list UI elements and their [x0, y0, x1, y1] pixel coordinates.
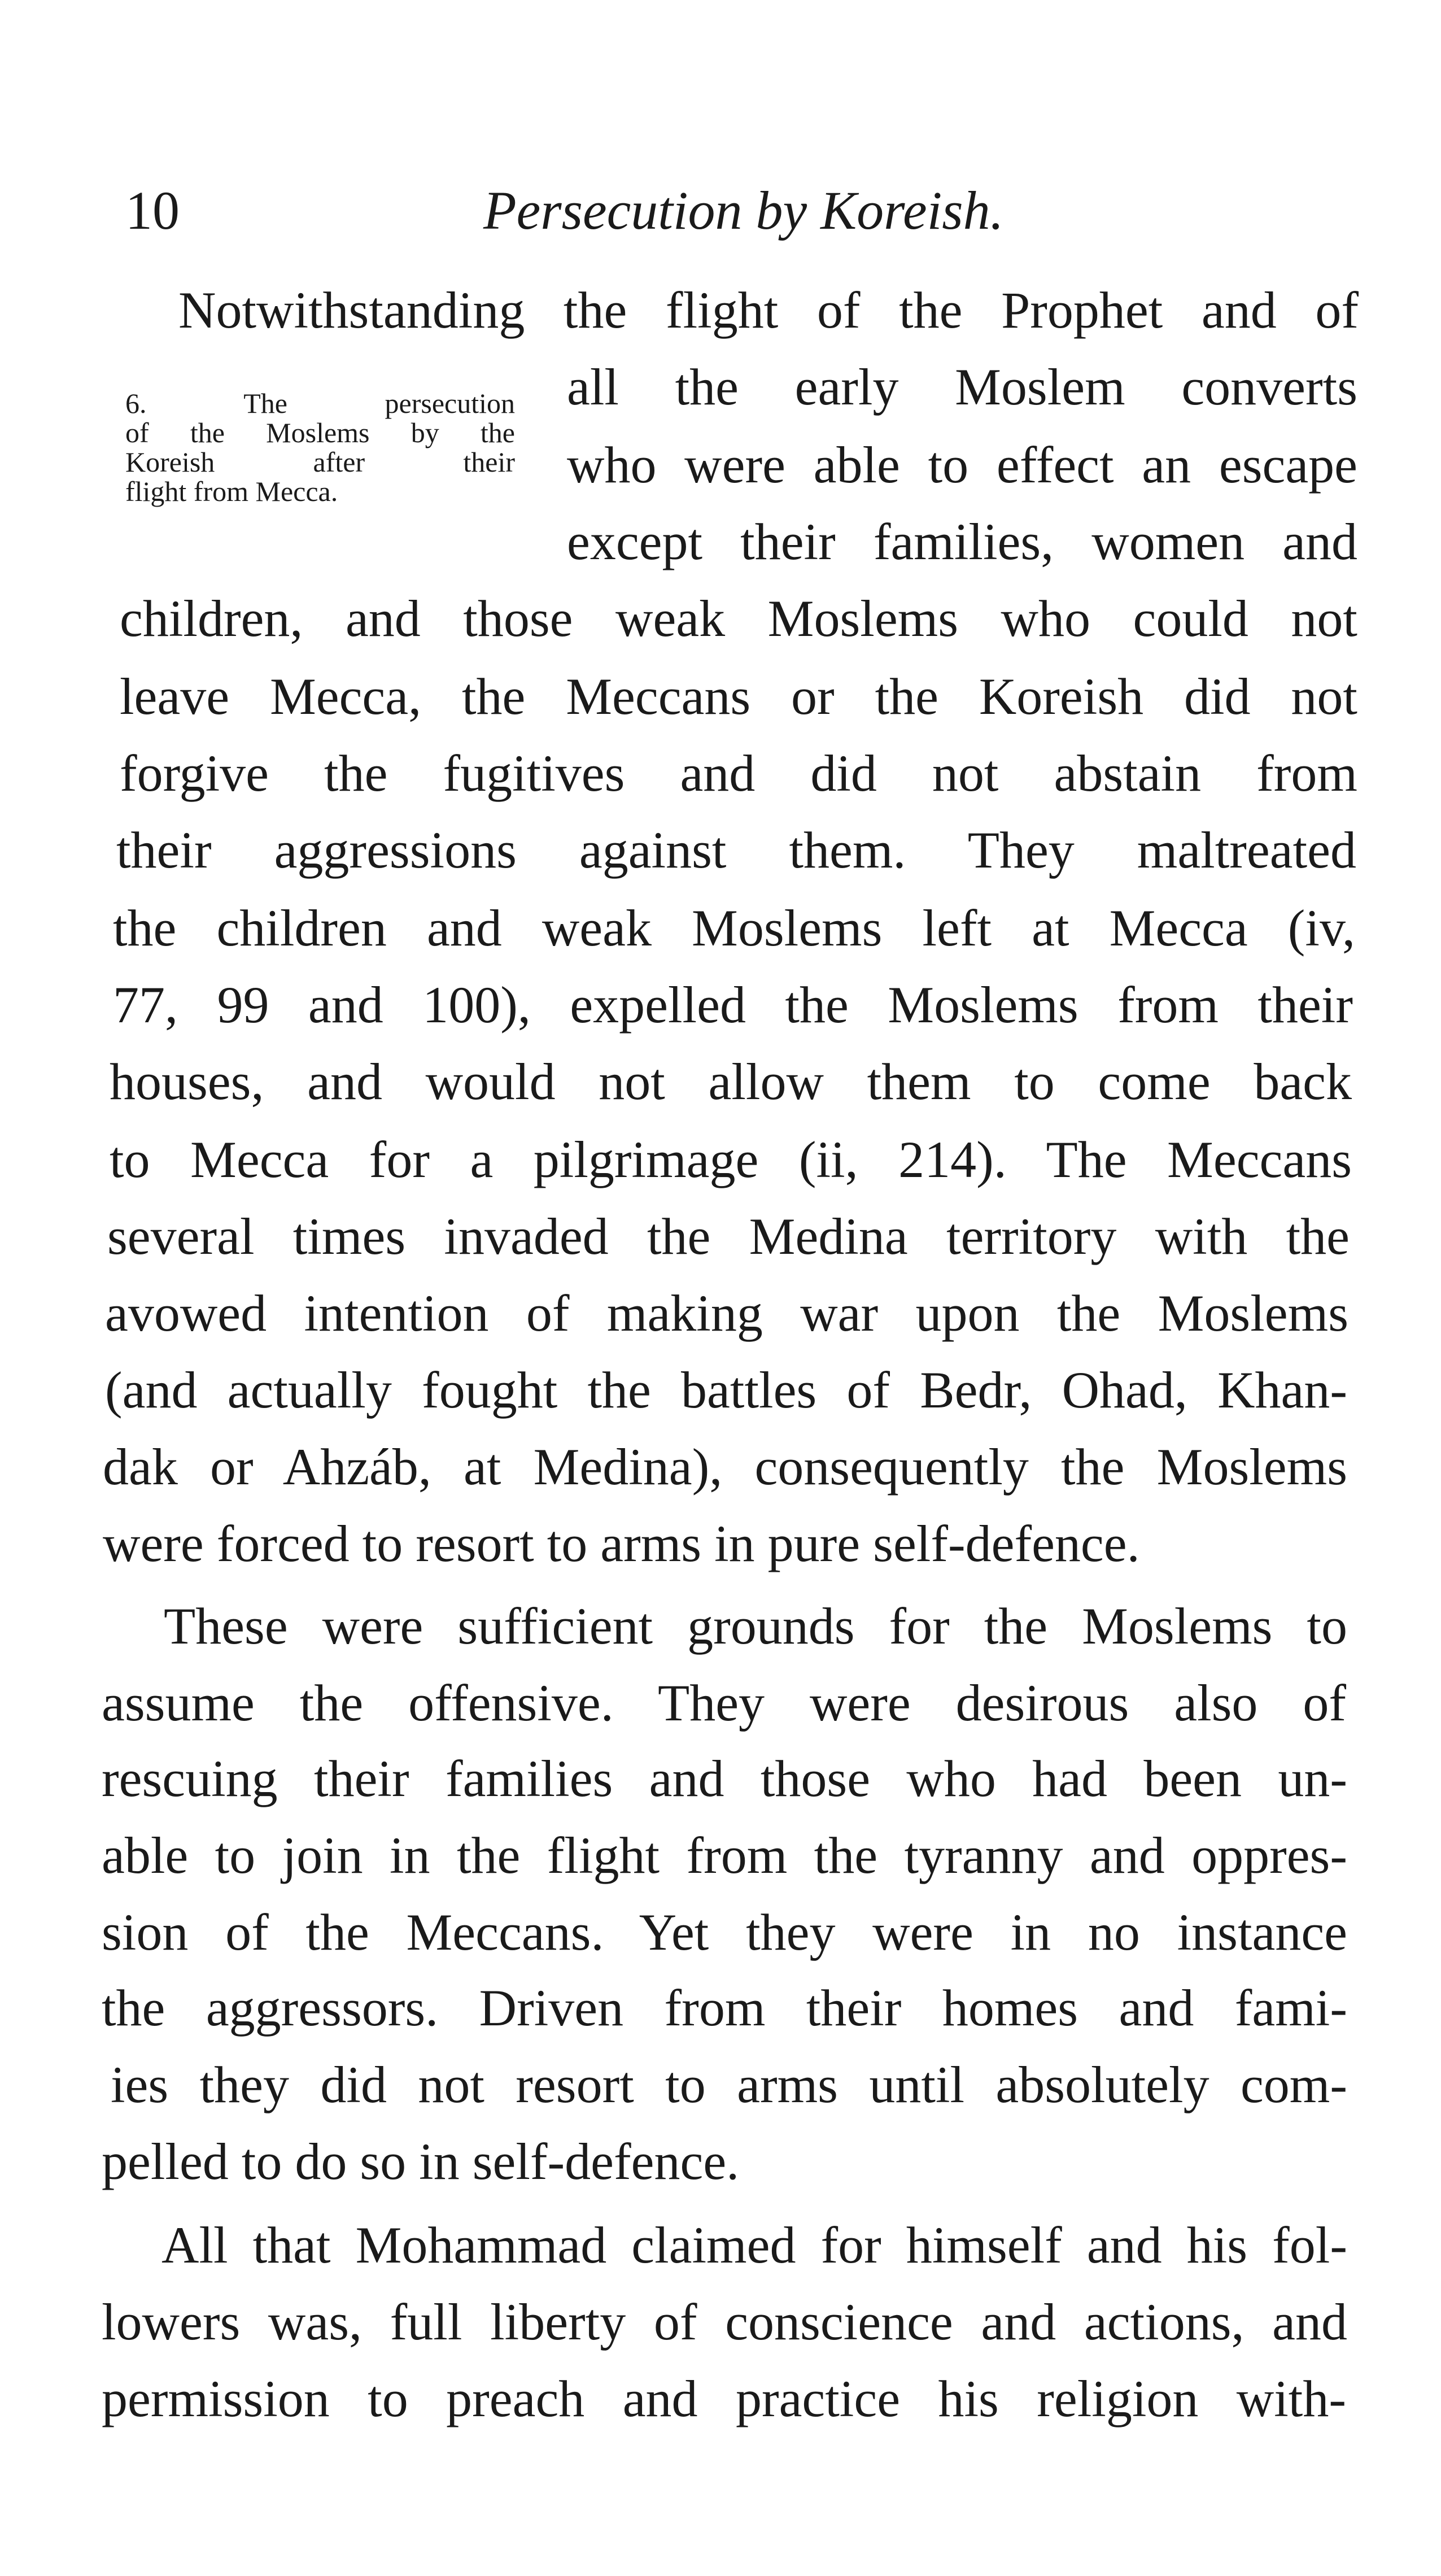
text-line: able to join in the flight from the tyranny and oppres- [102, 1827, 1347, 1884]
text-line: houses, and would not allow them to come back [110, 1053, 1352, 1110]
text-line: who were able to effect an escape [567, 436, 1357, 494]
text-line: the aggressors. Driven from their homes and fami- [102, 1979, 1347, 2037]
text-line: 77, 99 and 100), expelled the Moslems from their [113, 976, 1353, 1034]
margin-note-line: flight from Mecca. [125, 476, 338, 507]
text-line: assume the offensive. They were desirous also of [102, 1674, 1346, 1732]
text-line: avowed intention of making war upon the Moslems [105, 1284, 1348, 1342]
text-line: Notwithstanding the flight of the Prophet and of [178, 281, 1359, 339]
text-line: all the early Moslem converts [567, 358, 1357, 416]
text-line: dak or Ahzáb, at Medina), consequently the Moslems [103, 1438, 1347, 1496]
text-line: lowers was, full liberty of conscience and actions, and [102, 2293, 1347, 2351]
margin-note-line: Koreish after their [125, 446, 515, 478]
text-line: sion of the Meccans. Yet they were in no instance [102, 1903, 1347, 1961]
page-number: 10 [125, 180, 180, 241]
text-line: permission to preach and practice his religion with- [102, 2370, 1346, 2427]
text-line: ies they did not resort to arms until absolutely com- [111, 2056, 1347, 2113]
text-line: rescuing their families and those who had been un- [102, 1750, 1347, 1807]
text-line: children, and those weak Moslems who could not [120, 590, 1357, 647]
text-line: except their families, women and [567, 513, 1357, 570]
text-line: leave Mecca, the Meccans or the Koreish did not [120, 668, 1357, 725]
text-line: their aggressions against them. They maltreated [116, 821, 1356, 879]
text-line: forgive the fugitives and did not abstain from [120, 744, 1357, 802]
text-line: several times invaded the Medina territory with the [107, 1208, 1350, 1265]
margin-note-line: 6. The persecution [125, 387, 515, 419]
text-line: All that Mohammad claimed for himself and his fol- [161, 2216, 1347, 2274]
text-line: the children and weak Moslems left at Mecca (iv, [113, 899, 1355, 957]
margin-note-line: of the Moslems by the [125, 417, 515, 448]
margin-note [125, 389, 515, 506]
running-title: Persecution by Koreish. [483, 180, 1004, 241]
text-line: These were sufficient grounds for the Moslems to [164, 1597, 1347, 1655]
text-line: pelled to do so in self-defence. [102, 2133, 740, 2190]
text-line: were forced to resort to arms in pure self-defence. [103, 1515, 1140, 1572]
text-line: to Mecca for a pilgrimage (ii, 214). The Meccans [110, 1131, 1352, 1188]
text-line: (and actually fought the battles of Bedr, Ohad, Khan- [105, 1361, 1347, 1419]
